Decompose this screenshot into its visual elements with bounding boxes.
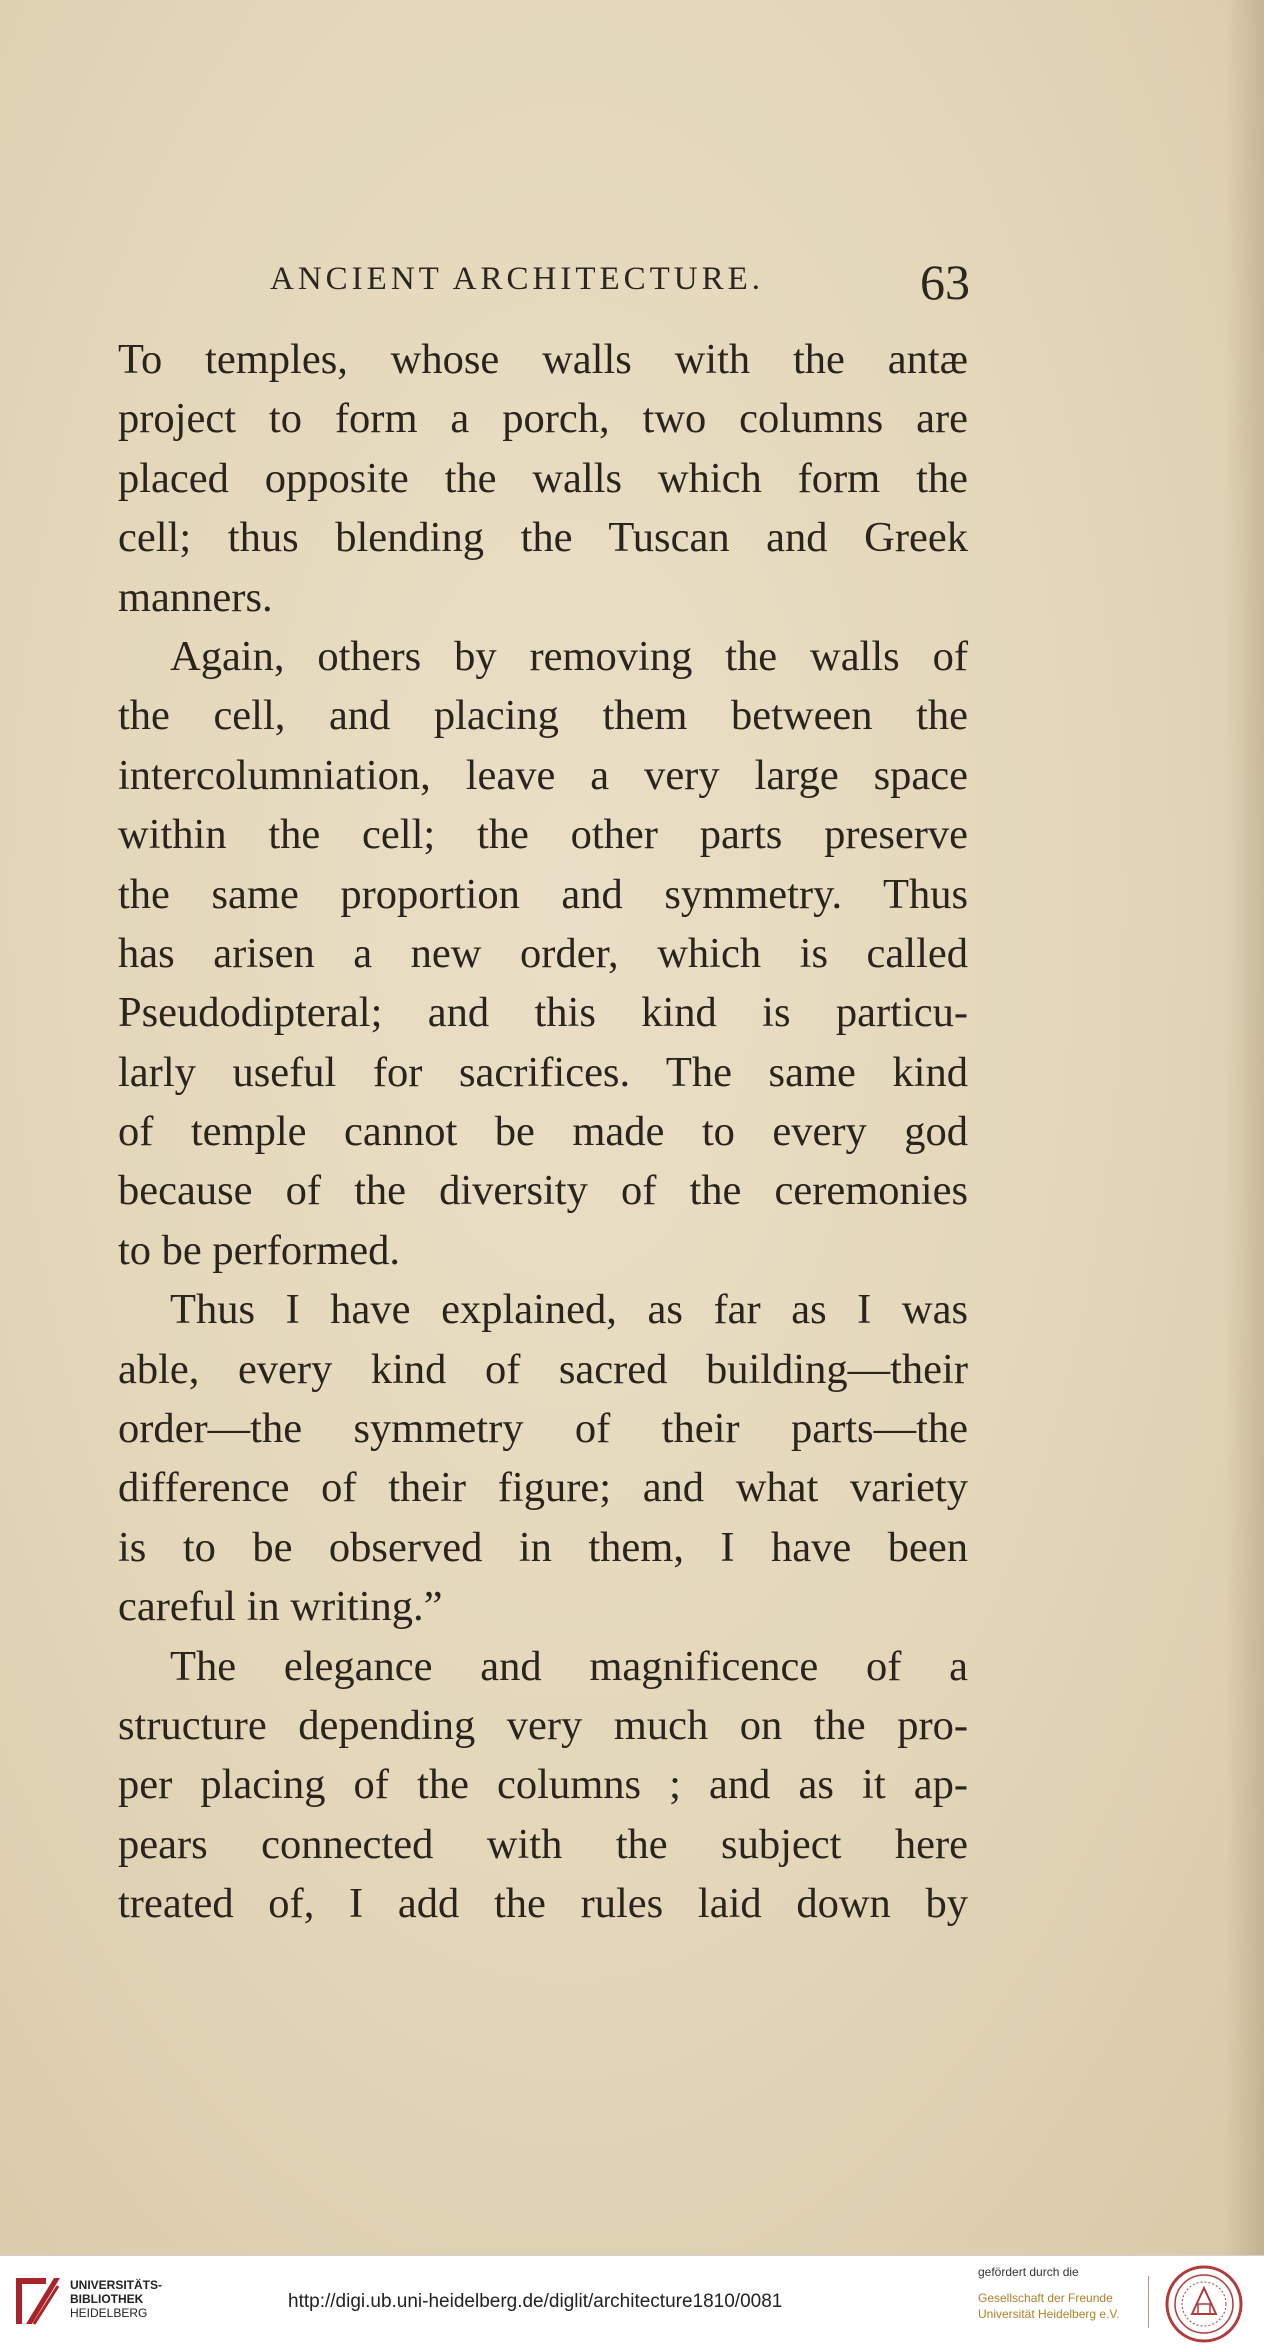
viewer-footer [0, 2255, 1264, 2345]
text-line: able, every kind of sacred building—their [118, 1345, 968, 1393]
page-number: 63 [920, 254, 970, 310]
sponsor-label: gefördert durch die [978, 2265, 1079, 2279]
sponsor-line: Universität Heidelberg e.V. [978, 2307, 1120, 2321]
ub-heidelberg-logo-icon [14, 2272, 62, 2330]
body-text [118, 330, 968, 1934]
text-line: cell; thus blending the Tuscan and Greek [118, 514, 968, 562]
library-name-line: UNIVERSITÄTS- [70, 2278, 163, 2292]
text-line: order—the symmetry of their parts—the [118, 1405, 968, 1453]
library-name-line: BIBLIOTHEK [70, 2292, 144, 2306]
text-line: Again, others by removing the walls of [170, 632, 968, 680]
text-line: The elegance and magnificence of a [170, 1642, 968, 1690]
text-line: careful in writing.” [118, 1583, 443, 1631]
sponsor-organization [978, 2290, 1143, 2322]
text-line: to be performed. [118, 1226, 401, 1274]
text-line: placed opposite the walls which form the [118, 454, 968, 502]
text-line: Pseudodipteral; and this kind is particu- [118, 989, 968, 1037]
library-name [70, 2278, 162, 2320]
running-head [270, 255, 970, 315]
text-line: intercolumniation, leave a very large space [118, 751, 968, 799]
text-line: manners. [118, 573, 273, 621]
library-name-line: HEIDELBERG [70, 2306, 148, 2320]
text-line: structure depending very much on the pro- [118, 1701, 968, 1749]
text-line: project to form a porch, two columns are [118, 395, 968, 443]
footer-divider [1148, 2276, 1149, 2328]
text-line: the cell, and placing them between the [118, 692, 968, 740]
permalink-url[interactable]: http://digi.ub.uni-heidelberg.de/diglit/architecture1810/0081 [288, 2291, 783, 2312]
text-line: the same proportion and symmetry. Thus [118, 870, 968, 918]
text-line: Thus I have explained, as far as I was [170, 1286, 968, 1334]
running-title: ANCIENT ARCHITECTURE. [270, 261, 765, 297]
text-line: pears connected with the subject here [118, 1820, 968, 1868]
text-line: has arisen a new order, which is called [118, 929, 968, 977]
text-line: difference of their figure; and what variety [118, 1464, 968, 1512]
text-line: is to be observed in them, I have been [118, 1523, 968, 1571]
sponsor-block [978, 2264, 1143, 2322]
text-line: To temples, whose walls with the antæ [118, 336, 968, 383]
text-line: per placing of the columns ; and as it ap- [118, 1761, 968, 1809]
text-line: within the cell; the other parts preserve [118, 811, 968, 859]
text-line: because of the diversity of the ceremonies [118, 1167, 968, 1215]
text-line: treated of, I add the rules laid down by [118, 1880, 968, 1928]
sponsor-line: Gesellschaft der Freunde [978, 2291, 1113, 2305]
text-line: larly useful for sacrifices. The same kind [118, 1048, 968, 1096]
university-seal-icon [1164, 2264, 1244, 2344]
text-line: of temple cannot be made to every god [118, 1108, 968, 1156]
